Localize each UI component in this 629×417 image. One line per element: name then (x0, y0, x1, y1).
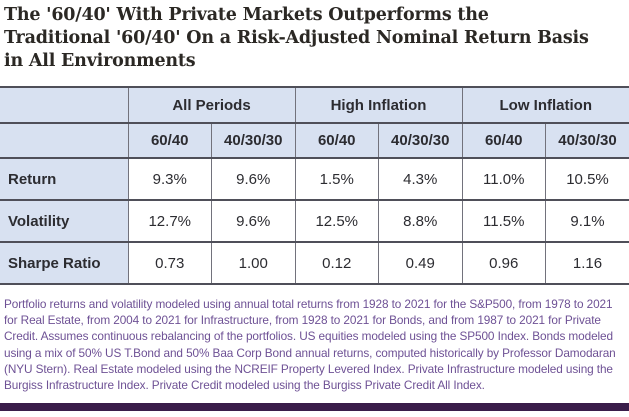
data-cell: 9.1% (546, 200, 629, 242)
table-row-volatility (0, 200, 629, 242)
data-cell: 0.49 (379, 242, 463, 284)
returns-table (0, 86, 629, 285)
column-group-header-row (0, 87, 629, 123)
data-cell: 11.0% (462, 158, 546, 200)
data-cell: 0.73 (128, 242, 212, 284)
row-label-sharpe-ratio: Sharpe Ratio (0, 242, 128, 284)
sub-header-cell: 40/30/30 (212, 123, 296, 158)
data-cell: 11.5% (462, 200, 546, 242)
title-line-2: Traditional '60/40' On a Risk-Adjusted Nominal Return Basis (4, 28, 589, 48)
table-row-return (0, 158, 629, 200)
sub-header-cell: 40/30/30 (379, 123, 463, 158)
column-group-header-all-periods: All Periods (128, 87, 295, 123)
sub-header-cell: 60/40 (128, 123, 212, 158)
sub-header-row (0, 123, 629, 158)
data-cell: 12.5% (295, 200, 379, 242)
data-cell: 1.00 (212, 242, 296, 284)
data-cell: 12.7% (128, 200, 212, 242)
row-label-return: Return (0, 158, 128, 200)
title-line-1: The '60/40' With Private Markets Outperforms the (4, 5, 489, 25)
sub-header-cell: 60/40 (462, 123, 546, 158)
data-cell: 9.6% (212, 158, 296, 200)
data-cell: 0.96 (462, 242, 546, 284)
data-cell: 8.8% (379, 200, 463, 242)
title-line-3: in All Environments (4, 51, 196, 71)
column-group-header-low-inflation: Low Inflation (462, 87, 629, 123)
data-cell: 9.6% (212, 200, 296, 242)
table-row-sharpe-ratio (0, 242, 629, 284)
accent-bar (0, 403, 629, 411)
data-cell: 1.16 (546, 242, 629, 284)
corner-cell (0, 123, 128, 158)
column-group-header-high-inflation: High Inflation (295, 87, 462, 123)
data-cell: 1.5% (295, 158, 379, 200)
footnote-text: Portfolio returns and volatility modeled using annual total returns from 1928 to 2021 for the S&P500, from 1978 to 2021 for Real Estate, from 2004 to 2021 for Infrastructure, from 1928 to 2021 for Bonds, and from 1987 to 2021 for Private Credit. Assumes continuous rebalancing of the portfolios. US equities modeled using the SP500 Index. Bonds modeled using a mix of 50% US T.Bond and 50% Baa Corp Bond annual returns, computed historically by Professor Damodaran (NYU Stern). Real Estate modeled using the NCREIF Property Levered Index. Private Infrastructure modeled using the Burgiss Infrastructure Index. Private Credit modeled using the Burgiss Private Credit All Index. (4, 297, 616, 393)
data-cell: 9.3% (128, 158, 212, 200)
row-label-volatility: Volatility (0, 200, 128, 242)
page-title (0, 0, 629, 73)
sub-header-cell: 40/30/30 (546, 123, 629, 158)
data-cell: 0.12 (295, 242, 379, 284)
data-cell: 10.5% (546, 158, 629, 200)
data-cell: 4.3% (379, 158, 463, 200)
corner-cell (0, 87, 128, 123)
sub-header-cell: 60/40 (295, 123, 379, 158)
